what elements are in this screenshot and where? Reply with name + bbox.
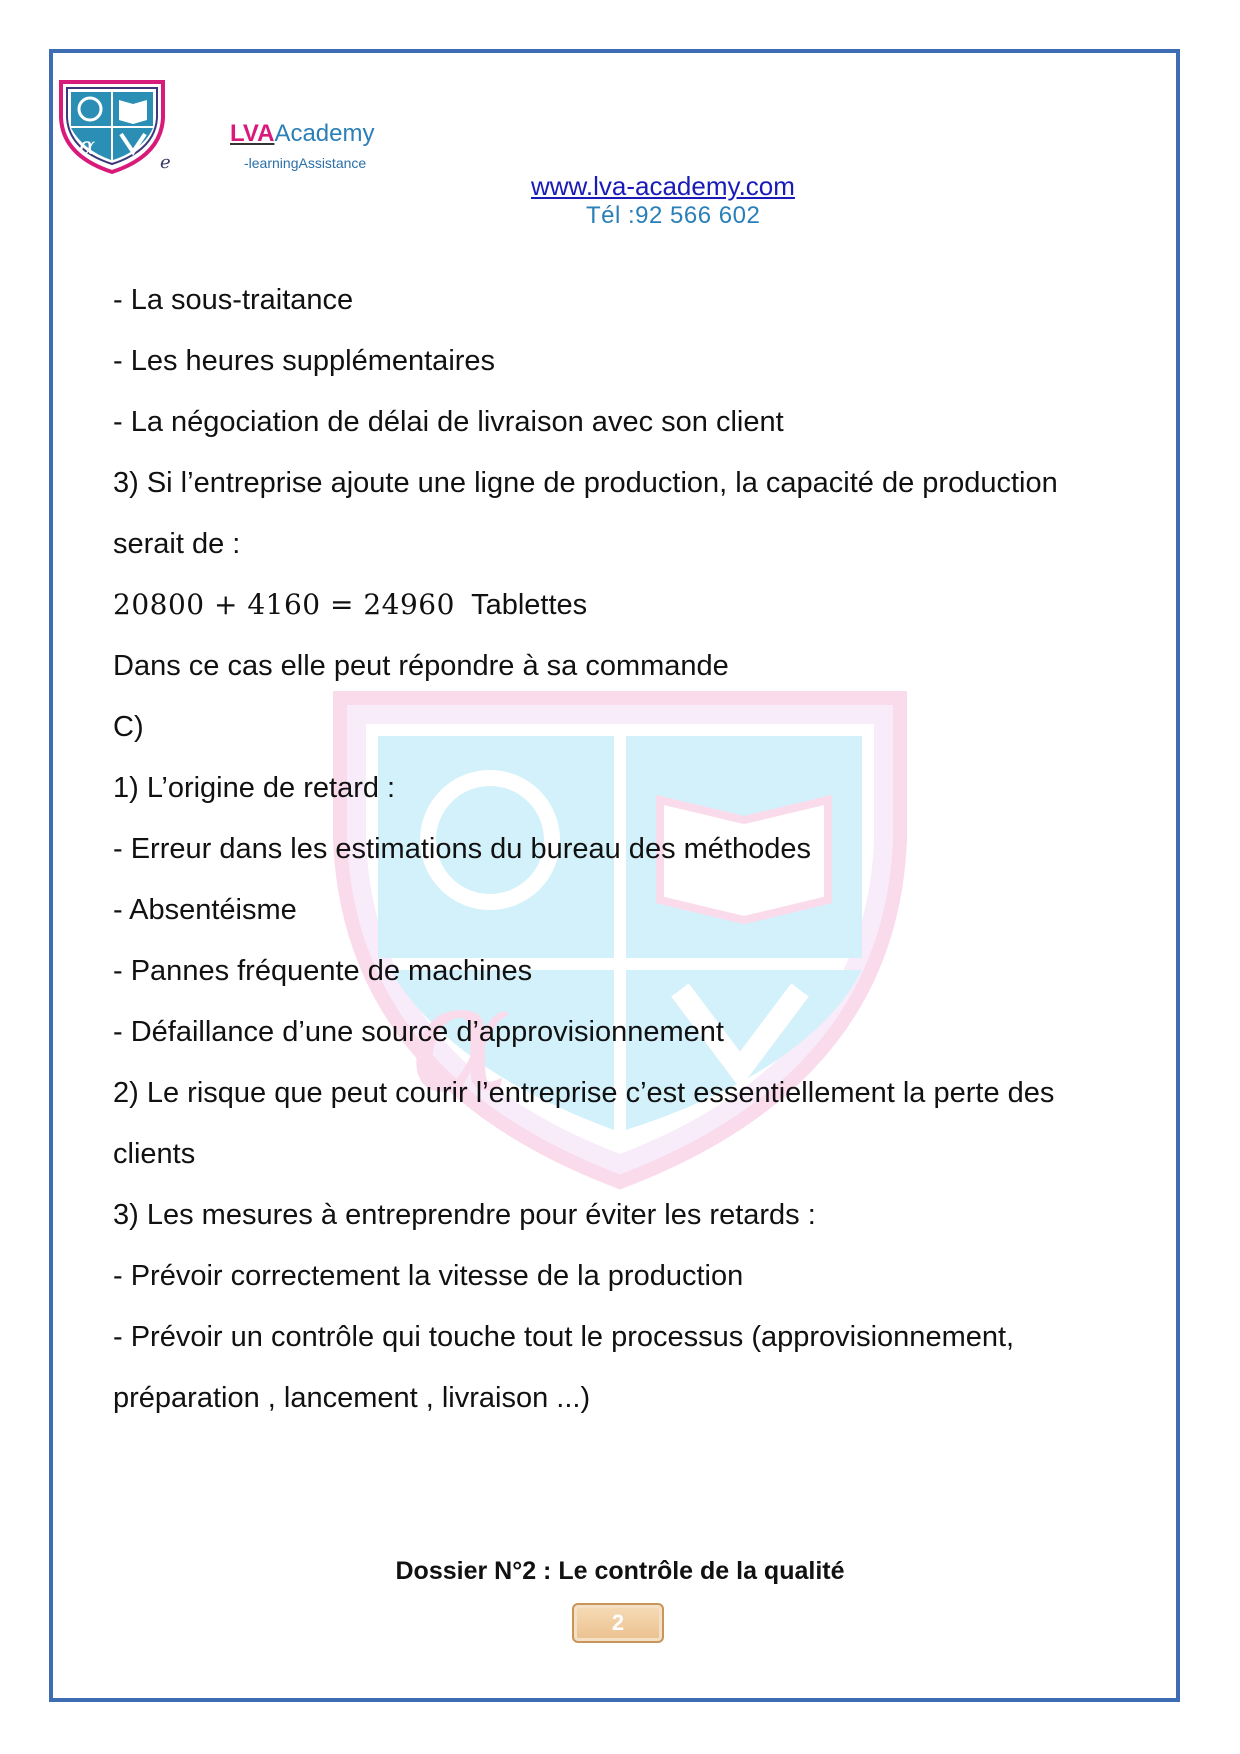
footer-title: Dossier N°2 : Le contrôle de la qualité	[395, 1557, 845, 1585]
brand-lva: LVA	[230, 120, 275, 147]
text-line: 1) L’origine de retard :	[113, 772, 396, 804]
text-line: Dans ce cas elle peut répondre à sa commande	[113, 650, 729, 682]
text-line: - La sous-traitance	[113, 284, 354, 316]
equation-line	[113, 582, 1133, 643]
lva-logo-icon	[57, 78, 167, 174]
text-line: 2) Le risque que peut courir l’entreprise c’est essentiellement la perte des	[113, 1077, 1055, 1109]
text-line: - La négociation de délai de livraison avec son client	[113, 406, 784, 438]
document-body	[113, 277, 1133, 1436]
phone-number: Tél :92 566 602	[586, 202, 761, 229]
equation-unit: Tablettes	[471, 589, 588, 621]
text-line: - Les heures supplémentaires	[113, 345, 496, 377]
text-line: 3) Les mesures à entreprendre pour éviter les retards :	[113, 1199, 816, 1231]
equation: 20800 + 4160 = 24960	[113, 588, 455, 621]
text-line: C)	[113, 711, 144, 743]
text-line: clients	[113, 1138, 196, 1170]
text-line: 3) Si l’entreprise ajoute une ligne de production, la capacité de production	[113, 467, 1058, 499]
text-line: serait de :	[113, 528, 241, 560]
brand-academy: Academy	[274, 120, 375, 147]
text-line: - Erreur dans les estimations du bureau des méthodes	[113, 833, 811, 865]
text-line: - Prévoir un contrôle qui touche tout le processus (approvisionnement,	[113, 1321, 1015, 1353]
page-number-badge: 2	[572, 1603, 664, 1643]
text-line: préparation , lancement , livraison ...)	[113, 1382, 591, 1414]
text-line: - Absentéisme	[113, 894, 297, 926]
text-line: - Prévoir correctement la vitesse de la production	[113, 1260, 744, 1292]
website-link[interactable]: www.lva-academy.com	[531, 171, 795, 201]
svg-text:α: α	[410, 952, 512, 1126]
brand-name	[230, 120, 374, 148]
text-line: - Pannes fréquente de machines	[113, 955, 533, 987]
brand-tagline: -learningAssistance	[244, 155, 367, 171]
svg-text:α: α	[79, 132, 96, 160]
text-line: - Défaillance d’une source d’approvisionnement	[113, 1016, 724, 1048]
logo-letter: e	[160, 152, 171, 173]
